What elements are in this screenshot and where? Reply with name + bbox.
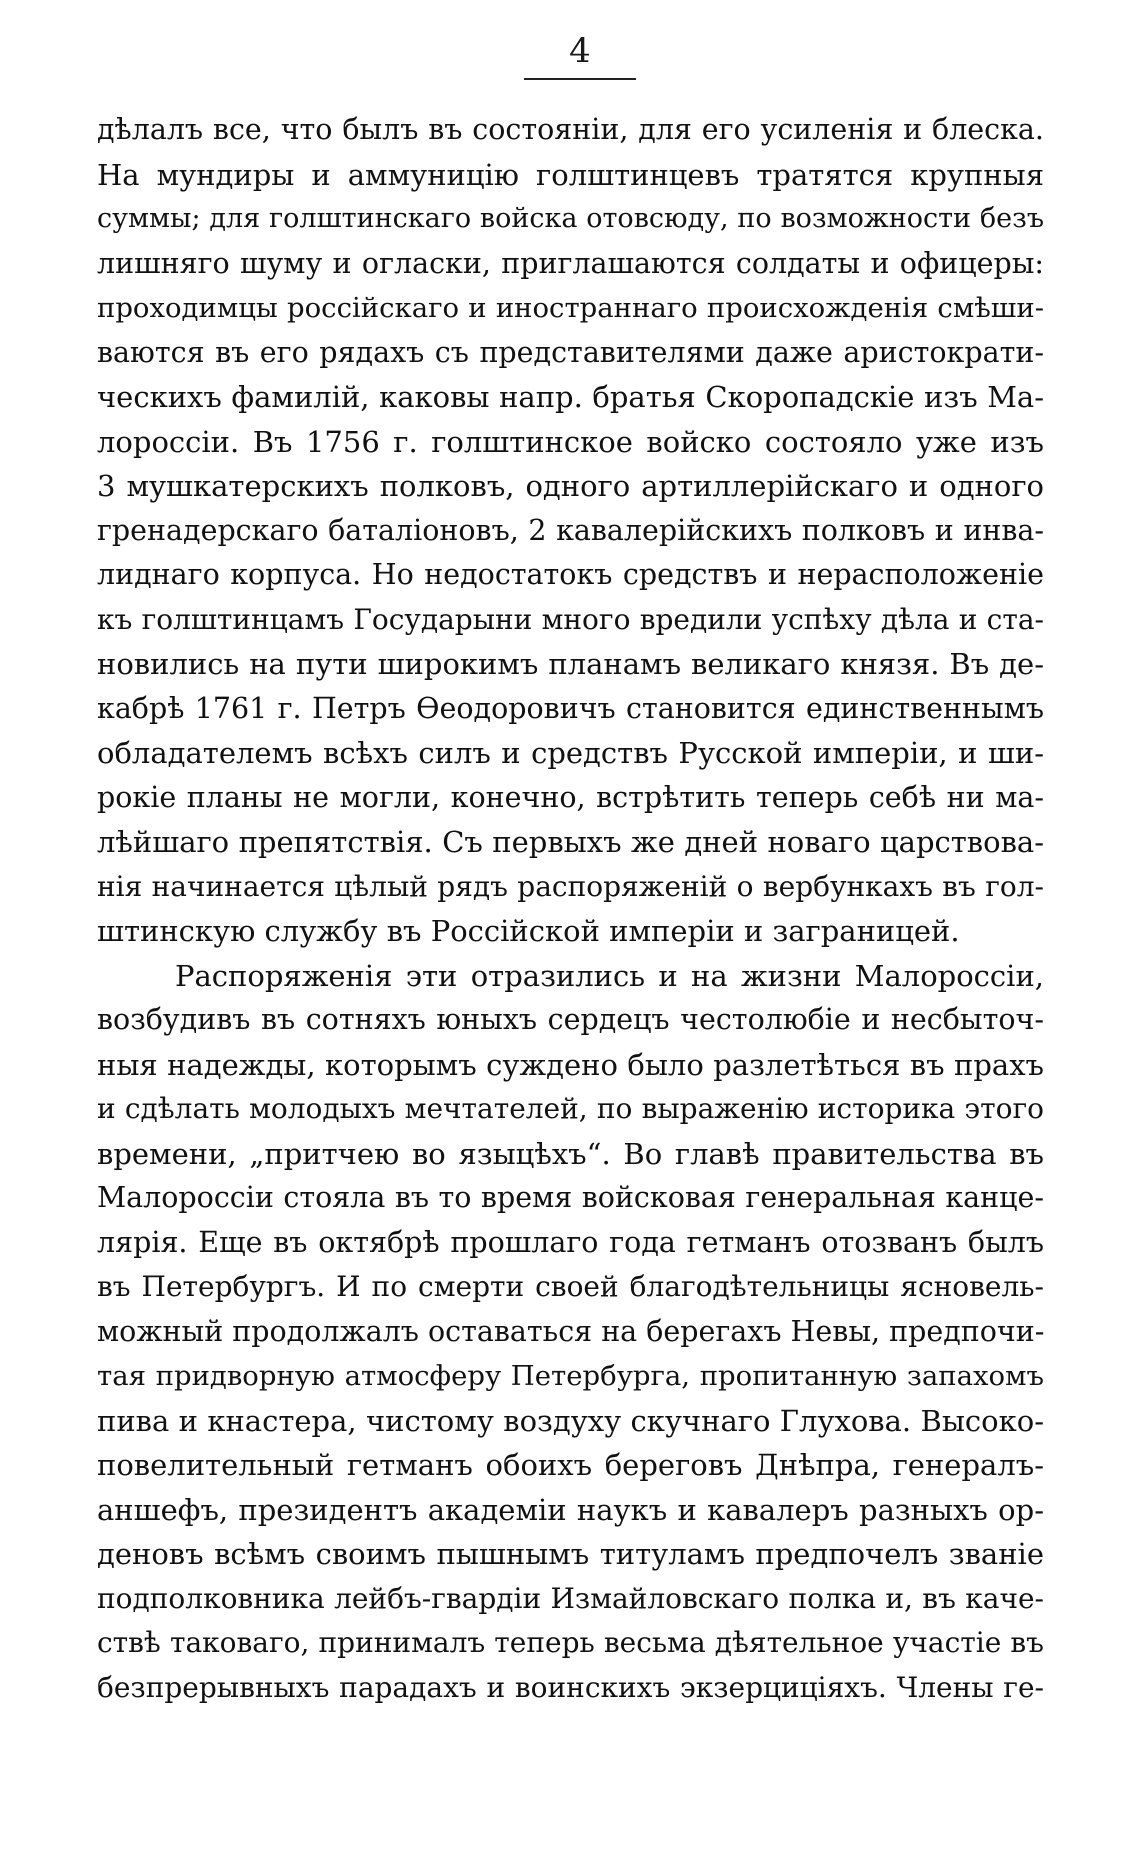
text-line: дѣлалъ все, что былъ въ состояніи, для его усиленія и блеска.: [97, 113, 1044, 146]
text-line: аншефъ, президентъ академіи наукъ и кавалеръ разныхъ ор-: [97, 1492, 1044, 1527]
text-line: На мундиры и аммуницію голштинцевъ тратятся крупныя: [97, 157, 1044, 192]
text-line: Малороссіи стояла въ то время войсковая генеральная канце-: [97, 1181, 1044, 1214]
text-line: къ голштинцамъ Государыни много вредили успѣху дѣла и ста-: [97, 602, 1044, 636]
text-line: Распоряженія эти отразились и на жизни Малороссіи,: [175, 958, 1044, 993]
text-line: проходимцы россійскаго и иностраннаго происхожденія смѣши-: [97, 292, 1044, 324]
text-line: 3 мушкатерскихъ полковъ, одного артиллерійскаго и одного: [97, 469, 1044, 503]
text-line: безпрерывныхъ парадахъ и воинскихъ экзерциціяхъ. Члены ге-: [97, 1670, 1044, 1704]
text-line: ствѣ таковаго, принималъ теперь весьма дѣятельное участіе въ: [97, 1626, 1044, 1659]
text-line: подполковника лейбъ-гвардіи Измайловскаго полка и, въ каче-: [97, 1581, 1044, 1615]
text-line: и сдѣлать молодыхъ мечтателей, по выраженію историка этого: [97, 1092, 1044, 1125]
text-line: въ Петербургъ. И по смерти своей благодѣтельницы ясновель-: [97, 1270, 1044, 1303]
text-line: новились на пути широкимъ планамъ великаго князя. Въ де-: [97, 647, 1044, 681]
text-line: времени, „притчею во языцѣхъ“. Во главѣ правительства въ: [97, 1136, 1044, 1171]
text-line: возбудивъ въ сотняхъ юныхъ сердецъ честолюбіе и несбыточ-: [97, 1003, 1044, 1036]
text-line: обладателемъ всѣхъ силъ и средствъ Русской имперіи, и ши-: [97, 736, 1044, 770]
text-line: деновъ всѣмъ своимъ пышнымъ титуламъ предпочелъ званіе: [97, 1537, 1044, 1571]
text-line: штинскую службу въ Россійской имперіи и заграницей.: [97, 914, 960, 948]
text-line: повелительный гетманъ обоихъ береговъ Днѣпра, генералъ-: [97, 1448, 1044, 1482]
text-line: лѣйшаго препятствія. Съ первыхъ же дней новаго царствова-: [97, 825, 1044, 859]
text-line: тая придворную атмосферу Петербурга, пропитанную запахомъ: [97, 1360, 1044, 1392]
text-line: суммы; для голштинскаго войска отовсюду, по возможности безъ: [97, 203, 1044, 234]
text-line: можный продолжалъ оставаться на берегахъ Невы, предпочи-: [97, 1314, 1044, 1348]
text-line: рокіе планы не могли, конечно, встрѣтить теперь себѣ ни ма-: [97, 780, 1044, 814]
paragraph: [97, 954, 1044, 1711]
body-text: [97, 108, 1044, 1710]
text-line: лороссіи. Въ 1756 г. голштинское войско состояло уже изъ: [97, 424, 1044, 459]
text-line: кабрѣ 1761 г. Петръ Ѳеодоровичъ становится единственнымъ: [97, 691, 1044, 725]
text-line: пива и кнастера, чистому воздуху скучнаго Глухова. Высоко-: [97, 1403, 1044, 1438]
page-number-rule: [524, 78, 636, 80]
paragraph: [97, 108, 1044, 954]
text-line: ваются въ его рядахъ съ представителями даже аристократи-: [97, 335, 1044, 369]
text-line: лярія. Еще въ октябрѣ прошлаго года гетманъ отозванъ былъ: [97, 1225, 1044, 1259]
text-line: лишняго шуму и огласки, приглашаются солдаты и офицеры:: [97, 246, 1044, 280]
text-line: ныя надежды, которымъ суждено было разлетѣться въ прахъ: [97, 1047, 1044, 1082]
text-line: ческихъ фамилій, каковы напр. братья Скоропадскіе изъ Ма-: [97, 380, 1044, 414]
text-line: нія начинается цѣлый рядъ распоряженій о вербункахъ въ гол-: [97, 869, 1044, 903]
text-line: лиднаго корпуса. Но недостатокъ средствъ и нерасположеніе: [97, 558, 1044, 591]
text-line: гренадерскаго баталіоновъ, 2 кавалерійскихъ полковъ и инва-: [97, 513, 1044, 547]
page-number: 4: [569, 31, 591, 71]
